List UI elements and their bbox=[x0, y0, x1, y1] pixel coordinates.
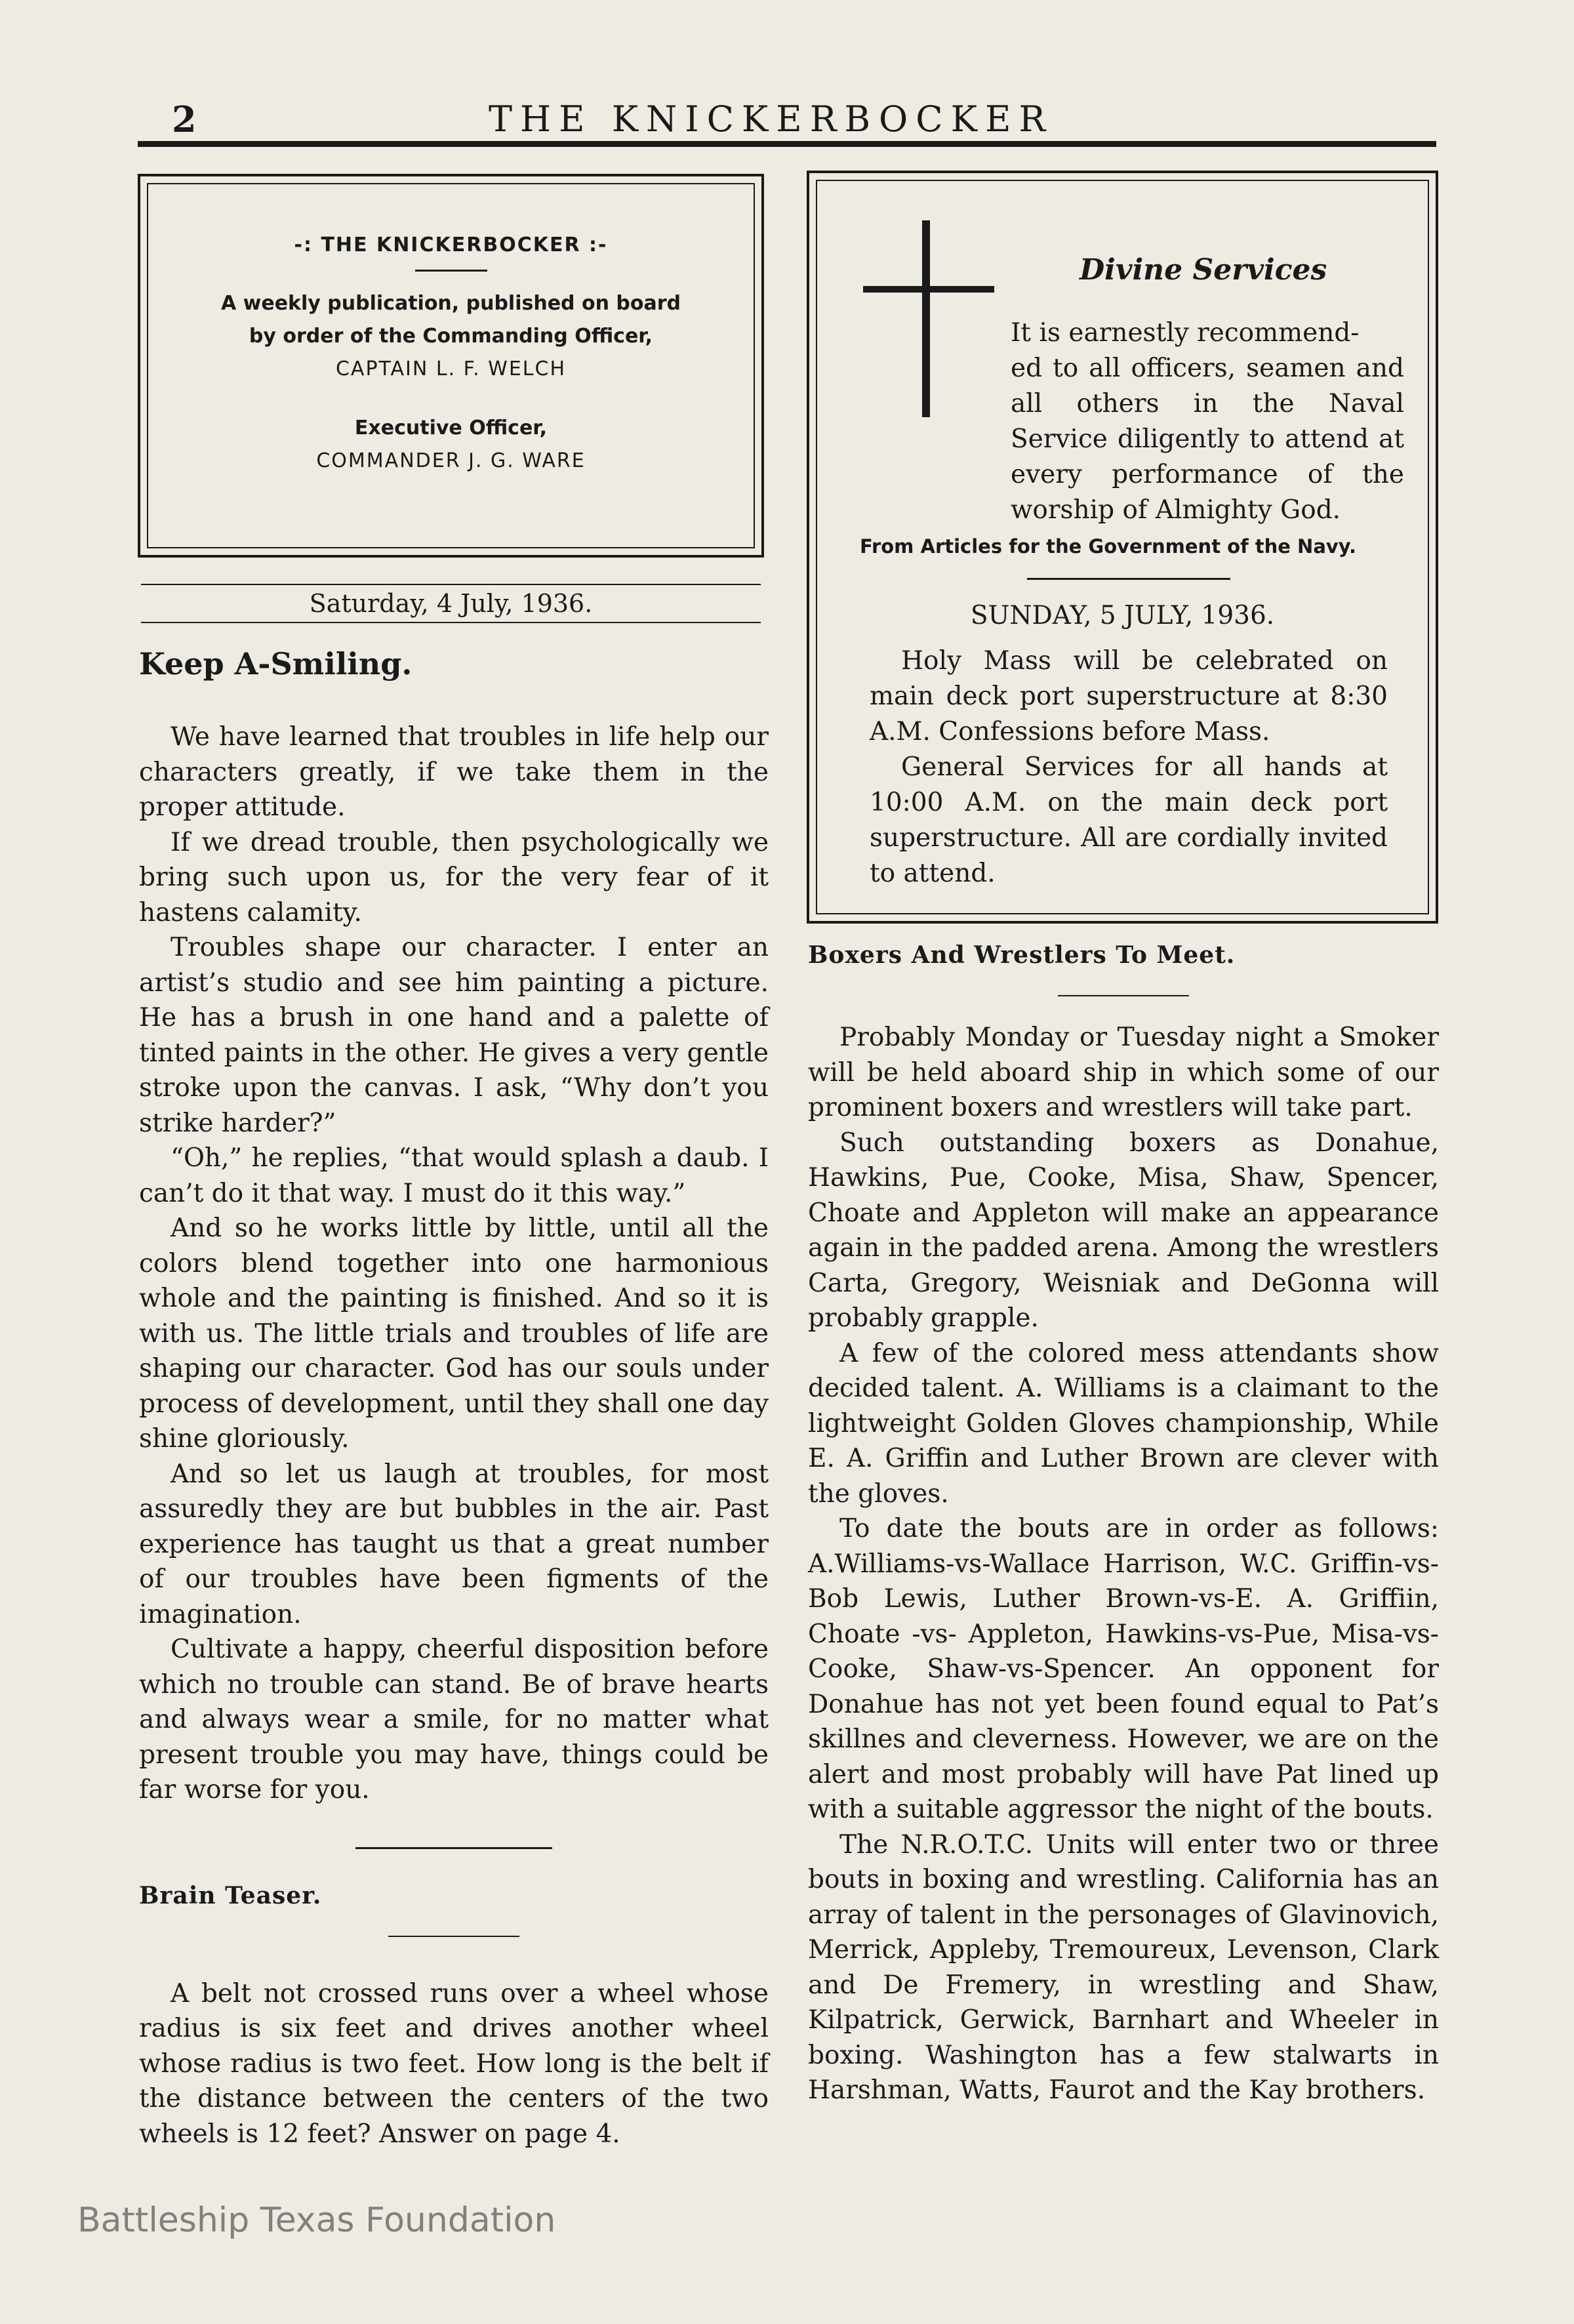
keep-smiling-paragraph: We have learned that troubles in life help our characters greatly, if we take them in the proper attitude. bbox=[139, 722, 769, 822]
brain-teaser-title: Brain Teaser. bbox=[139, 1881, 322, 1909]
masthead-title: -: THE KNICKERBOCKER :- bbox=[294, 234, 608, 256]
masthead-line2: by order of the Commanding Officer, bbox=[249, 325, 653, 348]
divine-services-inner bbox=[816, 180, 1429, 914]
brain-teaser-text: A belt not crossed runs over a wheel whose radius is six feet and drives another wheel whose radius is two feet. How long is the belt if the distance between the centers of the two wheels is 12 feet? Answer on page 4. bbox=[139, 1978, 769, 2149]
masthead-line1: A weekly publication, published on board bbox=[220, 292, 681, 315]
divine-services-box bbox=[807, 171, 1438, 924]
keep-smiling-paragraph: And so he works little by little, until all the colors blend together into one harmonious whole and the painting is finished. And so it is with us. The little trials and troubles of life are shaping our character. God has our souls under process of development, until they shall one day shine gloriously. bbox=[139, 1213, 769, 1454]
boxers-paragraph: A few of the colored mess attendants show decided talent. A. Williams is a claimant to the lightweight Golden Gloves championship, While E. A. Griffin and Luther Brown are clever with the gloves. bbox=[808, 1338, 1439, 1509]
boxers-paragraph: To date the bouts are in order as follows: A.Williams-vs-Wallace Harrison, W.C. Griffin-vs-Bob Lewis, Luther Brown-vs-E. A. Griffiin, Choate -vs- Appleton, Hawkins-vs-Pue, Misa-vs-Cooke, Shaw-vs-Spencer. An opponent for Donahue has not yet been found equal to Pat’s skillnes and cleverness. However, we are on the alert and most probably will have Pat lined up with a suitable aggressor the night of the bouts. bbox=[808, 1514, 1439, 1824]
boxers-rule bbox=[1058, 995, 1189, 996]
divine-services-text bbox=[847, 316, 1404, 528]
keep-smiling-paragraph: Troubles shape our character. I enter an artist’s studio and see him painting a picture. He has a brush in one hand and a palette of tinted paints in the other. He gives a very gentle stroke upon the canvas. I ask, “Why don’t you strike harder?” bbox=[139, 933, 769, 1138]
header-rule bbox=[138, 141, 1436, 147]
keep-smiling-title: Keep A-Smiling. bbox=[139, 646, 413, 682]
masthead-inner bbox=[147, 183, 755, 548]
boxers-paragraph: Probably Monday or Tuesday night a Smoker will be held aboard ship in which some of our prominent boxers and wrestlers will take part. bbox=[808, 1023, 1439, 1122]
newspaper-title: THE KNICKERBOCKER bbox=[489, 98, 1054, 140]
divine-para-mass: Holy Mass will be celebrated on main deck port superstructure at 8:30 A.M. Confessions before Mass. bbox=[870, 646, 1388, 746]
divine-text-first: It is earnestly recommend- bbox=[1011, 318, 1360, 348]
watermark: Battleship Texas Foundation bbox=[77, 2201, 556, 2240]
issue-date: Saturday, 4 July, 1936. bbox=[141, 584, 761, 623]
divine-services-title: Divine Services bbox=[1080, 253, 1327, 287]
divine-text-rest: ed to all officers, seamen and all others in the Naval Service diligently to attend at every performance of the worship of Almighty God. bbox=[1011, 354, 1404, 525]
divine-rule bbox=[1027, 578, 1230, 580]
left-column bbox=[139, 646, 769, 2151]
keep-smiling-paragraph: “Oh,” he replies, “that would splash a daub. I can’t do it that way. I must do it this way.” bbox=[139, 1143, 769, 1208]
divine-date: SUNDAY, 5 JULY, 1936. bbox=[970, 601, 1275, 630]
masthead-captain: CAPTAIN L. F. WELCH bbox=[335, 357, 567, 380]
keep-smiling-paragraph: Cultivate a happy, cheerful disposition before which no trouble can stand. Be of brave hearts and always wear a smile, for no matter what present trouble you may have, things could be far worse for you. bbox=[139, 1635, 769, 1804]
keep-smiling-paragraph: And so let us laugh at troubles, for most assuredly they are but bubbles in the air. Past experience has taught us that a great number of our troubles have been figments of the imagination. bbox=[139, 1459, 769, 1629]
masthead-box bbox=[138, 174, 764, 558]
boxers-title: Boxers And Wrestlers To Meet. bbox=[808, 941, 1236, 969]
boxers-paragraph: The N.R.O.T.C. Units will enter two or three bouts in boxing and wrestling. California has an array of talent in the personages of Glavinovich, Merrick, Appleby, Tremoureux, Levenson, Clark and De Fremery, in wrestling and Shaw, Kilpatrick, Gerwick, Barnhart and Wheeler in boxing. Washington has a few stalwarts in Harshman, Watts, Faurot and the Kay brothers. bbox=[808, 1829, 1439, 2105]
divine-para-general: General Services for all hands at 10:00 A.M. on the main deck port superstructure. All are cordially invited to attend. bbox=[870, 752, 1388, 888]
brain-teaser-rule bbox=[388, 1936, 519, 1937]
keep-smiling-paragraph: If we dread trouble, then psychologically we bring such upon us, for the very fear of it hastens calamity. bbox=[139, 827, 769, 928]
divine-source: From Articles for the Government of the Navy. bbox=[860, 535, 1357, 558]
masthead-rule bbox=[415, 270, 487, 272]
right-column bbox=[808, 941, 1439, 2108]
cross-icon bbox=[863, 286, 994, 293]
masthead-exec-label: Executive Officer, bbox=[354, 417, 548, 439]
divine-body bbox=[870, 643, 1388, 891]
boxers-paragraph: Such outstanding boxers as Donahue, Hawkins, Pue, Cooke, Misa, Shaw, Spencer, Choate and Appleton will make an appearance again in the padded arena. Among the wrestlers Carta, Gregory, Weisniak and DeGonna will probably grapple. bbox=[808, 1128, 1439, 1333]
page-number: 2 bbox=[172, 98, 197, 140]
section-rule bbox=[355, 1847, 552, 1849]
masthead-commander: COMMANDER J. G. WARE bbox=[316, 449, 586, 472]
